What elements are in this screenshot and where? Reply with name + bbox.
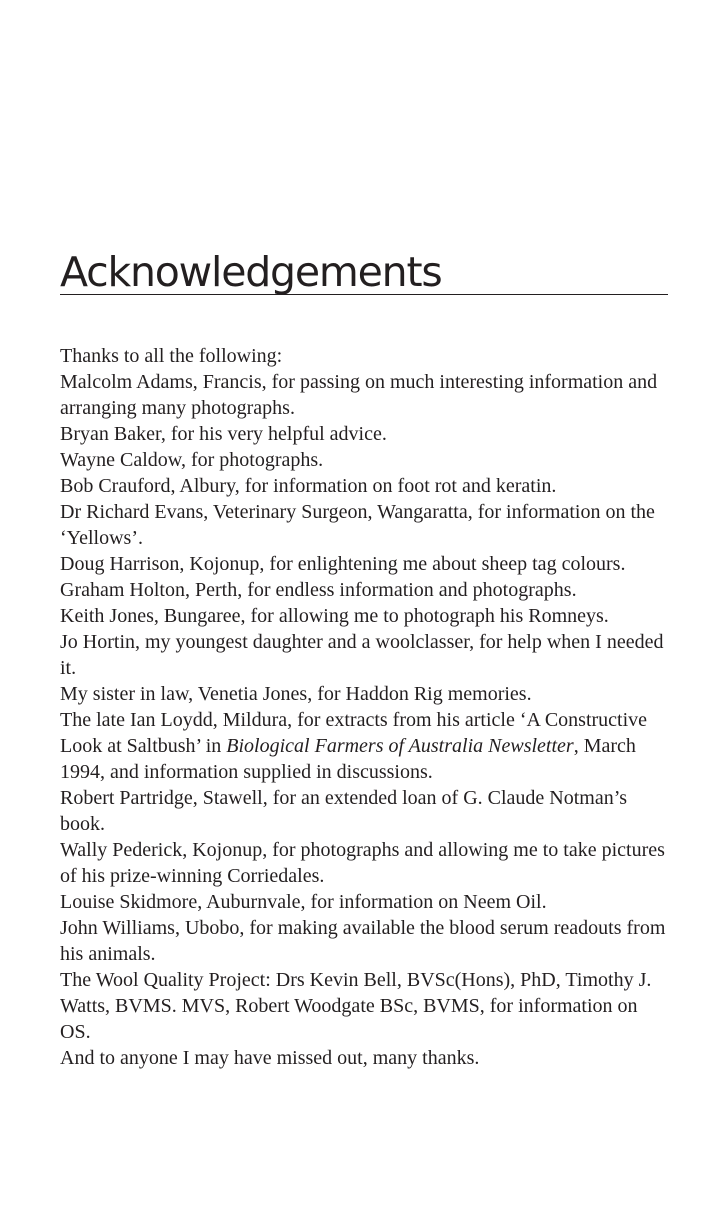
acknowledgement-entry: Dr Richard Evans, Veterinary Surgeon, Wangaratta, for information on the ‘Yellows’.	[60, 501, 655, 549]
acknowledgement-entry: Wayne Caldow, for photographs.	[60, 449, 324, 471]
acknowledgement-entry: Wally Pederick, Kojonup, for photographs and allowing me to take pictures of his prize-winning Corriedales.	[60, 839, 665, 887]
acknowledgement-entry: Graham Holton, Perth, for endless information and photographs.	[60, 579, 577, 601]
acknowledgement-entry: Robert Partridge, Stawell, for an extended loan of G. Claude Notman’s book.	[60, 787, 628, 835]
acknowledgement-entry: Louise Skidmore, Auburnvale, for information on Neem Oil.	[60, 891, 547, 913]
acknowledgements-body	[60, 343, 672, 1071]
acknowledgement-entry: The Wool Quality Project: Drs Kevin Bell, BVSc(Hons), PhD, Timothy J. Watts, BVMS. MVS, Robert Woodgate BSc, BVMS, for information on OS.	[60, 969, 652, 1043]
acknowledgement-entry: Malcolm Adams, Francis, for passing on much interesting information and arranging many photographs.	[60, 371, 658, 419]
acknowledgement-entry: Bob Crauford, Albury, for information on foot rot and keratin.	[60, 475, 557, 497]
acknowledgement-entry: Bryan Baker, for his very helpful advice.	[60, 423, 387, 445]
acknowledgement-entry: Doug Harrison, Kojonup, for enlightening me about sheep tag colours.	[60, 553, 626, 575]
loydd-text-before: The late Ian Loydd, Mildura, for extracts from his article ‘A Constructive Look at Saltbush’ in	[60, 709, 648, 757]
page-title: Acknowledgements	[60, 248, 442, 296]
acknowledgement-entry: Jo Hortin, my youngest daughter and a woolclasser, for help when I needed it.	[60, 631, 664, 679]
newsletter-title: Biological Farmers of Australia Newsletter	[226, 735, 574, 757]
intro-line: Thanks to all the following:	[60, 345, 283, 367]
acknowledgement-entry: John Williams, Ubobo, for making available the blood serum readouts from his animals.	[60, 917, 666, 965]
acknowledgement-entry-loydd	[60, 707, 672, 785]
acknowledgement-entry: Keith Jones, Bungaree, for allowing me to photograph his Romneys.	[60, 605, 609, 627]
closing-line: And to anyone I may have missed out, many thanks.	[60, 1047, 480, 1069]
heading-rule	[60, 246, 668, 295]
loydd-text-after: , March 1994, and information supplied in discussions.	[60, 735, 636, 783]
acknowledgement-entry: My sister in law, Venetia Jones, for Haddon Rig memories.	[60, 683, 532, 705]
